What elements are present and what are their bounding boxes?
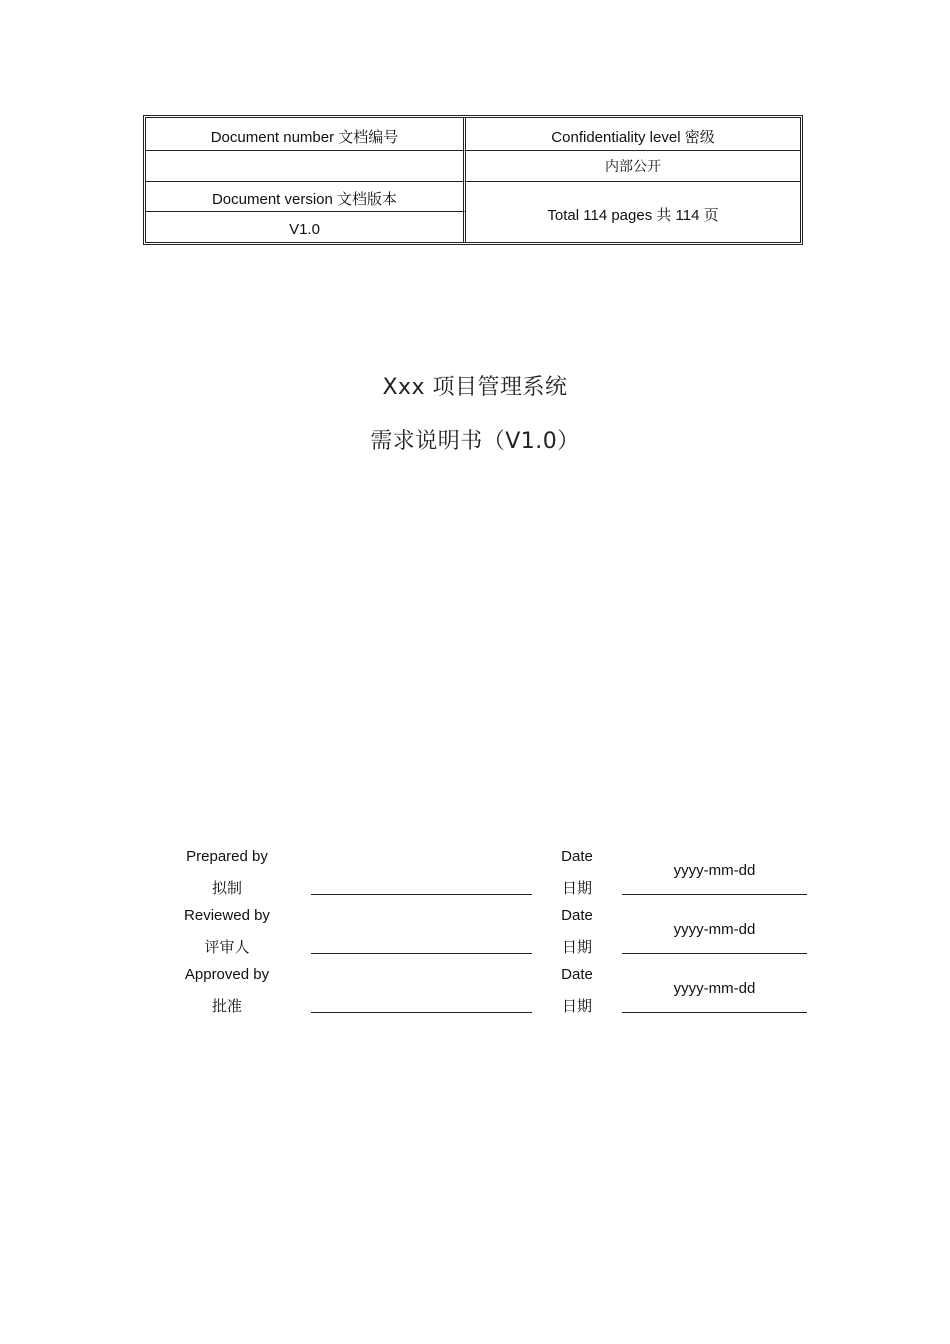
doc-version-value-cell [146,212,466,242]
doc-version-label-cell [146,182,466,212]
signature-line[interactable] [311,894,532,895]
project-title: Xxx 项目管理系统 [382,375,568,400]
role-en: Prepared by [186,848,268,865]
doc-version-label: Document version 文档版本 [211,191,398,208]
signature-row-approved [0,966,950,1024]
doc-version-value: V1.0 [289,220,320,238]
total-pages: Total 114 pages 共 114 页 [547,206,719,224]
date-value: yyyy-mm-dd [673,862,756,879]
date-line[interactable] [622,894,807,895]
document-info-table [143,115,803,245]
date-zh: 日期 [561,938,592,956]
doc-number-value-cell [146,151,466,182]
confidentiality-label-cell [466,118,800,151]
date-en: Date [561,966,593,983]
confidentiality-value-cell [466,151,800,182]
signature-row-prepared [0,848,950,906]
date-zh: 日期 [561,879,592,897]
role-en: Reviewed by [184,907,270,924]
date-en: Date [561,907,593,924]
doc-number-label: Document number 文档编号 [210,129,399,146]
role-en: Approved by [184,966,270,983]
date-zh: 日期 [561,997,592,1015]
signature-row-reviewed [0,907,950,965]
date-line[interactable] [622,1012,807,1013]
role-zh: 拟制 [211,879,242,897]
doc-number-label-cell [146,118,466,151]
document-title: 需求说明书（V1.0） [370,429,580,454]
signature-line[interactable] [311,953,532,954]
date-en: Date [561,848,593,865]
signature-line[interactable] [311,1012,532,1013]
role-zh: 批准 [211,997,242,1015]
date-value: yyyy-mm-dd [673,980,756,997]
role-zh: 评审人 [204,938,250,956]
confidentiality-label: Confidentiality level 密级 [551,129,715,146]
date-value: yyyy-mm-dd [673,921,756,938]
date-line[interactable] [622,953,807,954]
confidentiality-value: 内部公开 [605,159,661,175]
total-pages-cell [466,182,800,242]
